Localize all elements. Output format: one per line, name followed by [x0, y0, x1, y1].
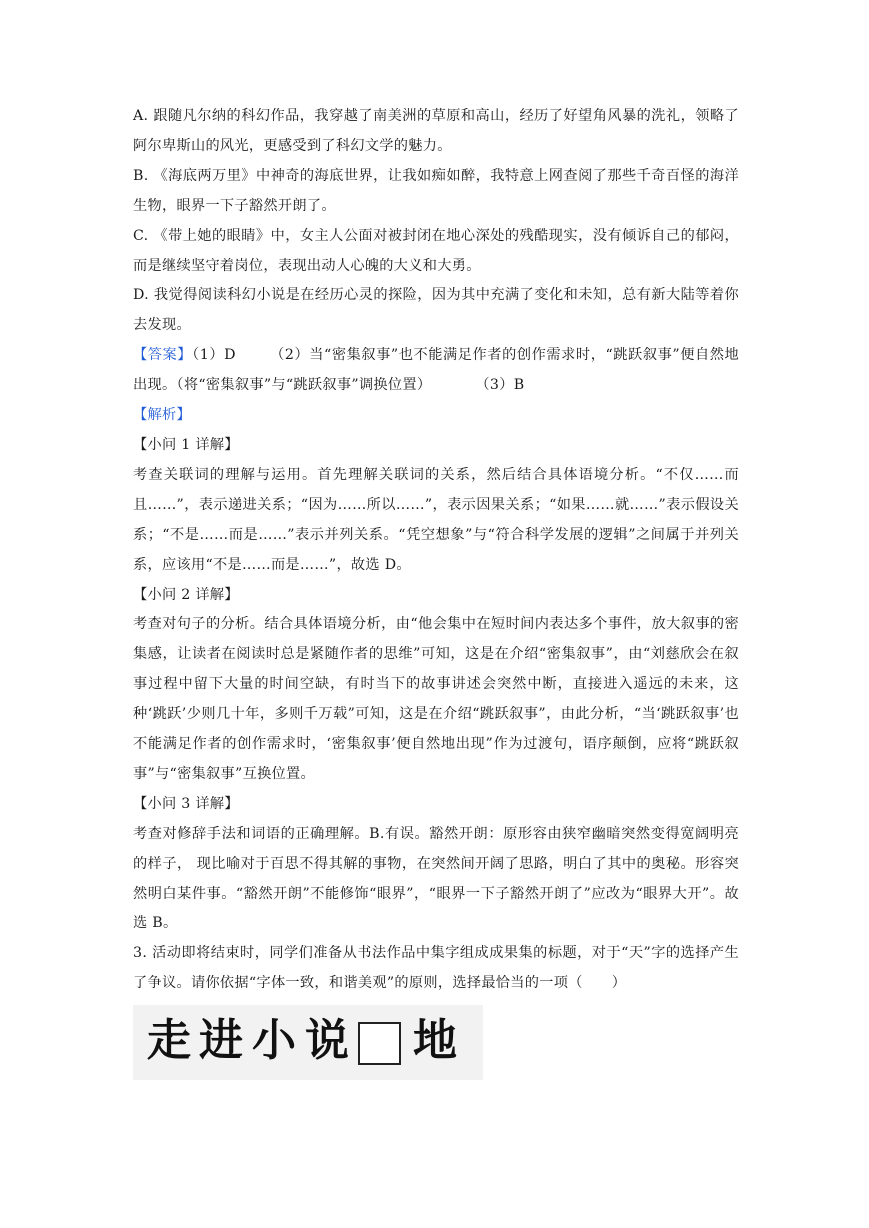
- q2-text: 考查对句子的分析。结合具体语境分析，由“他会集中在短时间内表达多个事件，放大叙事的密集感，让读者在阅读时总是紧随作者的思维”可知，这是在介绍“密集叙事”，由“刘慈欣会在叙事过程中留下大量的时间空缺，有时当下的故事讲述会突然中断，直接进入遥远的未来，这种‘跳跃’少则几十年，多则千万载”可知，这是在介绍“跳跃叙事”，由此分析，“当‘跳跃叙事’也不能满足作者的创作需求时，‘密集叙事’便自然地出现”作为过渡句，语序颠倒，应将“跳跃叙事”与“密集叙事”互换位置。: [133, 616, 739, 782]
- document-body: [133, 102, 739, 999]
- calligraphy-char-1: 走: [147, 1015, 191, 1066]
- calligraphy-char-5: 地: [413, 1015, 457, 1066]
- q2-heading: 【小问 2 详解】: [133, 586, 239, 603]
- answer-part-2: （2）当“密集叙事”也不能满足作者的创作需求时，“跳跃叙事”便自然地出现。（将“密集叙事”与“跳跃叙事”调换位置）: [133, 347, 739, 394]
- calligraphy-char-4: 说: [305, 1015, 349, 1066]
- blank-character-box: [358, 1022, 401, 1065]
- answer-label: 【答案】: [133, 347, 193, 364]
- option-a: A. 跟随凡尔纳的科幻作品，我穿越了南美洲的草原和高山，经历了好望角风暴的洗礼，领略了阿尔卑斯山的风光，更感受到了科幻文学的魅力。: [133, 108, 739, 154]
- q3-text: 考查对修辞手法和词语的正确理解。B.有误。豁然开朗：原形容由狭窄幽暗突然变得宽阔明亮的样子， 现比喻对于百思不得其解的事物，在突然间开阔了思路，明白了其中的奥秘。形容突然明白某件事。“豁然开朗”不能修饰“眼界”，“眼界一下子豁然开朗了”应改为“眼界大开”。故选 B。: [133, 825, 739, 932]
- option-b: B. 《海底两万里》中神奇的海底世界，让我如痴如醉，我特意上网查阅了那些千奇百怪的海洋生物，眼界一下子豁然开朗了。: [133, 167, 739, 214]
- calligraphy-title-image: [133, 1005, 483, 1080]
- answer-paragraph: [133, 341, 739, 401]
- analysis-label: 【解析】: [133, 407, 191, 424]
- q1-heading: 【小问 1 详解】: [133, 436, 239, 453]
- option-c: C. 《带上她的眼睛》中，女主人公面对被封闭在地心深处的残酷现实，没有倾诉自己的郁闷，而是继续坚守着岗位，表现出动人心魄的大义和大勇。: [133, 227, 739, 274]
- calligraphy-char-3: 小: [252, 1015, 296, 1066]
- option-d: D. 我觉得阅读科幻小说是在经历心灵的探险，因为其中充满了变化和未知，总有新大陆等着你去发现。: [133, 287, 739, 334]
- question-3: 3. 活动即将结束时，同学们准备从书法作品中集字组成成果集的标题，对于“天”字的选择产生了争议。请你依据“字体一致，和谐美观”的原则，选择最恰当的一项（ ）: [133, 945, 739, 992]
- calligraphy-char-2: 进: [199, 1015, 243, 1066]
- answer-part-3: （3）B: [475, 377, 525, 394]
- q3-heading: 【小问 3 详解】: [133, 795, 239, 812]
- q1-text: 考查关联词的理解与运用。首先理解关联词的关系，然后结合具体语境分析。“不仅……而且……”，表示递进关系；“因为……所以……”，表示因果关系；“如果……就……”表示假设关系；“不是……而是……”表示并列关系。“凭空想象”与“符合科学发展的逻辑”之间属于并列关系，应该用“不是……而是……”，故选 D。: [133, 466, 739, 573]
- answer-part-1: （1）D: [192, 347, 236, 364]
